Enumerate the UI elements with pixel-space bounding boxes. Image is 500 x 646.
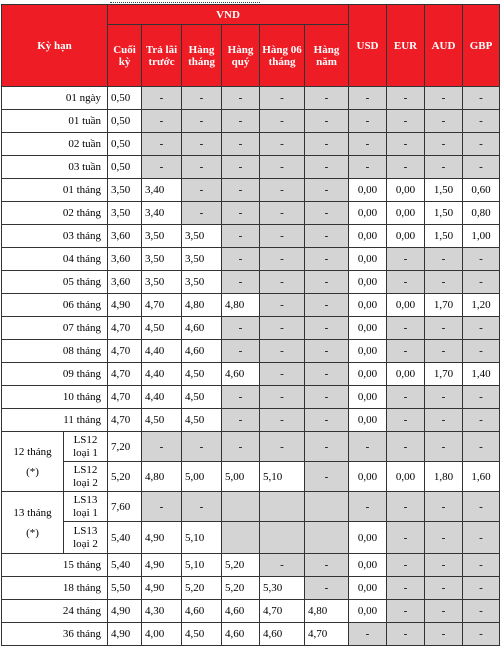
table-cell: -: [387, 600, 425, 623]
table-row: [2, 577, 500, 600]
table-cell: -: [142, 110, 182, 133]
subterm-label: LS12 loại 2: [64, 462, 108, 492]
table-cell: -: [305, 554, 349, 577]
header-eur: EUR: [387, 5, 425, 87]
table-cell: 4,50: [182, 409, 222, 432]
table-cell: 3,50: [182, 225, 222, 248]
table-cell: 5,20: [222, 577, 260, 600]
table-cell: -: [425, 577, 463, 600]
table-cell: -: [463, 248, 500, 271]
table-row: [2, 492, 500, 522]
table-cell: 0,00: [349, 225, 387, 248]
table-cell: 4,40: [142, 386, 182, 409]
table-cell: 0,00: [349, 600, 387, 623]
interest-rate-table: [1, 4, 500, 646]
table-cell: 4,90: [142, 577, 182, 600]
table-cell: 4,60: [182, 317, 222, 340]
table-row: [2, 554, 500, 577]
table-cell: 4,30: [142, 600, 182, 623]
table-cell: -: [305, 179, 349, 202]
table-cell: 1,50: [425, 202, 463, 225]
header-gbp: GBP: [463, 5, 500, 87]
table-cell: -: [260, 340, 305, 363]
table-cell: -: [142, 133, 182, 156]
table-cell: 4,60: [182, 340, 222, 363]
term-group-note: (*): [26, 465, 39, 478]
table-cell: -: [425, 554, 463, 577]
table-cell: 4,50: [142, 317, 182, 340]
table-cell: -: [425, 317, 463, 340]
term-group-name: 12 tháng: [13, 445, 52, 458]
table-cell: 0,50: [108, 133, 142, 156]
table-row: [2, 462, 500, 492]
table-cell: 0,00: [349, 340, 387, 363]
term-label: 06 tháng: [2, 294, 108, 317]
table-cell: -: [387, 386, 425, 409]
table-cell: -: [305, 87, 349, 110]
table-cell: -: [387, 432, 425, 462]
table-cell: 0,00: [349, 522, 387, 554]
table-cell: 4,00: [142, 623, 182, 646]
term-label: 05 tháng: [2, 271, 108, 294]
table-cell: -: [260, 294, 305, 317]
subterm-label: LS13 loại 2: [64, 522, 108, 554]
table-cell: -: [425, 271, 463, 294]
table-cell: 4,80: [142, 462, 182, 492]
table-cell: -: [142, 156, 182, 179]
table-cell: 4,70: [260, 600, 305, 623]
header-hang-nam: Hàng năm: [305, 25, 349, 87]
table-cell: 3,50: [142, 225, 182, 248]
term-label: 01 tháng: [2, 179, 108, 202]
table-cell: [260, 492, 305, 522]
table-cell: 0,00: [387, 202, 425, 225]
table-cell: 0,00: [349, 409, 387, 432]
table-cell: 0,00: [349, 202, 387, 225]
table-cell: -: [260, 271, 305, 294]
table-cell: -: [305, 577, 349, 600]
table-row: [2, 156, 500, 179]
table-cell: -: [463, 432, 500, 462]
table-cell: -: [425, 409, 463, 432]
table-cell: -: [425, 248, 463, 271]
table-row: [2, 271, 500, 294]
table-cell: -: [387, 492, 425, 522]
table-cell: 0,00: [387, 363, 425, 386]
table-cell: 4,60: [222, 600, 260, 623]
table-cell: 4,50: [182, 386, 222, 409]
table-cell: -: [182, 87, 222, 110]
table-cell: -: [387, 110, 425, 133]
subterm-label: LS12 loại 1: [64, 432, 108, 462]
table-cell: -: [222, 432, 260, 462]
table-cell: 4,40: [142, 363, 182, 386]
table-cell: -: [305, 317, 349, 340]
table-cell: 5,00: [222, 462, 260, 492]
table-cell: -: [305, 156, 349, 179]
table-header: [2, 5, 500, 87]
table-cell: -: [305, 202, 349, 225]
top-strip: [0, 0, 500, 4]
table-cell: 1,20: [463, 294, 500, 317]
term-label: 04 tháng: [2, 248, 108, 271]
table-cell: 4,90: [142, 554, 182, 577]
table-cell: -: [349, 110, 387, 133]
table-cell: 0,00: [349, 317, 387, 340]
table-cell: -: [463, 156, 500, 179]
table-cell: -: [425, 492, 463, 522]
term-group-label: [2, 492, 64, 554]
table-cell: 0,00: [349, 462, 387, 492]
term-label: 18 tháng: [2, 577, 108, 600]
table-cell: -: [425, 432, 463, 462]
table-cell: -: [182, 202, 222, 225]
table-cell: 4,50: [142, 409, 182, 432]
table-cell: -: [387, 248, 425, 271]
table-cell: -: [305, 110, 349, 133]
header-tra-lai-truoc: Trả lãi trước: [142, 25, 182, 87]
table-row: [2, 386, 500, 409]
header-cuoi-ky: Cuối kỳ: [108, 25, 142, 87]
table-cell: 4,50: [182, 363, 222, 386]
table-cell: 1,50: [425, 225, 463, 248]
table-cell: -: [463, 386, 500, 409]
table-cell: [305, 522, 349, 554]
table-cell: 3,40: [142, 179, 182, 202]
term-label: 02 tháng: [2, 202, 108, 225]
term-label: 24 tháng: [2, 600, 108, 623]
table-cell: -: [260, 110, 305, 133]
table-row: [2, 87, 500, 110]
table-cell: -: [260, 179, 305, 202]
table-cell: 4,90: [108, 623, 142, 646]
table-cell: 4,60: [182, 600, 222, 623]
table-cell: -: [182, 110, 222, 133]
table-cell: 5,20: [222, 554, 260, 577]
table-cell: -: [305, 340, 349, 363]
header-hang-thang: Hàng tháng: [182, 25, 222, 87]
table-cell: 0,00: [349, 248, 387, 271]
table-cell: -: [387, 271, 425, 294]
table-cell: -: [387, 623, 425, 646]
header-usd: USD: [349, 5, 387, 87]
table-cell: -: [349, 492, 387, 522]
table-cell: -: [305, 294, 349, 317]
table-cell: -: [260, 363, 305, 386]
table-row: [2, 110, 500, 133]
term-label: 03 tuần: [2, 156, 108, 179]
table-cell: -: [222, 179, 260, 202]
table-cell: 1,40: [463, 363, 500, 386]
term-group-name: 13 tháng: [13, 506, 52, 519]
table-row: [2, 363, 500, 386]
table-cell: -: [142, 492, 182, 522]
term-label: 11 tháng: [2, 409, 108, 432]
table-cell: -: [387, 577, 425, 600]
table-cell: [260, 522, 305, 554]
table-cell: -: [222, 409, 260, 432]
header-aud: AUD: [425, 5, 463, 87]
table-cell: -: [260, 432, 305, 462]
table-cell: -: [222, 248, 260, 271]
table-cell: 4,90: [142, 522, 182, 554]
table-cell: -: [425, 623, 463, 646]
table-cell: [305, 492, 349, 522]
table-cell: -: [463, 340, 500, 363]
term-group-label: [2, 432, 64, 492]
table-cell: 5,10: [182, 522, 222, 554]
table-cell: -: [463, 600, 500, 623]
table-cell: -: [387, 133, 425, 156]
table-cell: -: [222, 156, 260, 179]
table-cell: -: [260, 409, 305, 432]
table-cell: -: [463, 87, 500, 110]
table-row: [2, 133, 500, 156]
table-cell: 3,40: [142, 202, 182, 225]
table-cell: 4,60: [260, 623, 305, 646]
table-cell: -: [387, 554, 425, 577]
table-cell: 4,40: [142, 340, 182, 363]
table-cell: -: [349, 432, 387, 462]
table-cell: -: [305, 386, 349, 409]
term-label: 02 tuần: [2, 133, 108, 156]
table-row: [2, 623, 500, 646]
table-cell: -: [305, 133, 349, 156]
table-cell: -: [425, 110, 463, 133]
table-row: [2, 522, 500, 554]
table-cell: 5,20: [108, 462, 142, 492]
table-cell: 3,60: [108, 225, 142, 248]
table-cell: 0,50: [108, 87, 142, 110]
table-cell: 3,50: [108, 179, 142, 202]
table-cell: -: [425, 156, 463, 179]
table-cell: -: [387, 87, 425, 110]
table-cell: -: [182, 432, 222, 462]
term-label: 03 tháng: [2, 225, 108, 248]
table-cell: 5,30: [260, 577, 305, 600]
table-cell: 0,50: [108, 110, 142, 133]
table-cell: -: [260, 248, 305, 271]
table-cell: -: [463, 271, 500, 294]
table-cell: -: [222, 110, 260, 133]
table-cell: -: [260, 386, 305, 409]
term-label: 10 tháng: [2, 386, 108, 409]
table-cell: -: [349, 156, 387, 179]
table-cell: -: [463, 409, 500, 432]
table-cell: 4,70: [108, 386, 142, 409]
table-cell: -: [349, 623, 387, 646]
table-cell: -: [463, 110, 500, 133]
table-cell: -: [387, 340, 425, 363]
table-cell: 0,80: [463, 202, 500, 225]
table-cell: -: [222, 87, 260, 110]
table-cell: 7,20: [108, 432, 142, 462]
table-cell: -: [305, 363, 349, 386]
table-cell: 1,50: [425, 179, 463, 202]
table-cell: -: [222, 225, 260, 248]
table-cell: 5,40: [108, 554, 142, 577]
table-cell: 0,00: [349, 554, 387, 577]
table-cell: -: [222, 271, 260, 294]
table-cell: [222, 522, 260, 554]
table-cell: -: [387, 409, 425, 432]
table-row: [2, 600, 500, 623]
table-cell: 0,00: [387, 179, 425, 202]
table-cell: 4,60: [222, 363, 260, 386]
table-cell: -: [425, 522, 463, 554]
table-cell: 1,00: [463, 225, 500, 248]
term-label: 07 tháng: [2, 317, 108, 340]
table-cell: -: [182, 133, 222, 156]
table-cell: -: [305, 271, 349, 294]
table-cell: 4,80: [182, 294, 222, 317]
table-cell: 3,60: [108, 271, 142, 294]
table-cell: -: [463, 133, 500, 156]
table-cell: -: [463, 623, 500, 646]
term-label: 01 ngày: [2, 87, 108, 110]
table-row: [2, 202, 500, 225]
table-cell: 4,70: [305, 623, 349, 646]
table-cell: -: [425, 600, 463, 623]
header-hang-quy: Hàng quý: [222, 25, 260, 87]
table-row: [2, 317, 500, 340]
table-row: [2, 225, 500, 248]
table-row: [2, 340, 500, 363]
table-cell: 3,50: [182, 248, 222, 271]
table-cell: 0,00: [349, 294, 387, 317]
table-cell: -: [260, 225, 305, 248]
table-cell: -: [305, 225, 349, 248]
header-term: Kỳ hạn: [2, 5, 108, 87]
table-cell: 5,20: [182, 577, 222, 600]
table-cell: -: [142, 432, 182, 462]
table-cell: -: [260, 317, 305, 340]
table-cell: -: [222, 202, 260, 225]
table-cell: 4,70: [142, 294, 182, 317]
table-row: [2, 432, 500, 462]
table-cell: -: [305, 248, 349, 271]
table-cell: 5,10: [260, 462, 305, 492]
table-cell: -: [305, 409, 349, 432]
table-cell: -: [425, 133, 463, 156]
table-cell: -: [260, 87, 305, 110]
table-cell: -: [463, 492, 500, 522]
table-cell: 0,60: [463, 179, 500, 202]
table-cell: -: [463, 577, 500, 600]
table-cell: -: [463, 522, 500, 554]
header-hang-06-thang: Hàng 06 tháng: [260, 25, 305, 87]
table-cell: 0,00: [349, 271, 387, 294]
table-cell: -: [260, 202, 305, 225]
table-cell: -: [182, 179, 222, 202]
table-cell: 0,50: [108, 156, 142, 179]
table-cell: -: [425, 340, 463, 363]
table-cell: 0,00: [387, 462, 425, 492]
table-cell: -: [387, 156, 425, 179]
table-cell: -: [222, 133, 260, 156]
table-cell: 0,00: [349, 386, 387, 409]
table-cell: 3,50: [182, 271, 222, 294]
table-cell: -: [305, 462, 349, 492]
table-cell: -: [260, 133, 305, 156]
table-cell: -: [260, 156, 305, 179]
table-cell: 5,40: [108, 522, 142, 554]
table-cell: 4,90: [108, 294, 142, 317]
table-cell: 4,60: [222, 623, 260, 646]
table-cell: -: [182, 156, 222, 179]
table-row: [2, 248, 500, 271]
table-cell: -: [387, 317, 425, 340]
table-row: [2, 294, 500, 317]
table-cell: -: [349, 87, 387, 110]
table-cell: 4,80: [222, 294, 260, 317]
table-cell: 4,70: [108, 363, 142, 386]
table-cell: 4,50: [182, 623, 222, 646]
table-cell: 4,80: [305, 600, 349, 623]
table-cell: 5,10: [182, 554, 222, 577]
table-cell: -: [349, 133, 387, 156]
subterm-label: LS13 loại 1: [64, 492, 108, 522]
table-cell: 4,90: [108, 600, 142, 623]
table-cell: 3,50: [108, 202, 142, 225]
table-cell: -: [463, 554, 500, 577]
term-group-note: (*): [26, 526, 39, 539]
header-vnd-group: VND: [108, 5, 349, 25]
table-cell: 1,80: [425, 462, 463, 492]
table-cell: 1,70: [425, 294, 463, 317]
table-cell: -: [222, 340, 260, 363]
table-cell: -: [305, 432, 349, 462]
table-cell: -: [142, 87, 182, 110]
table-cell: 4,70: [108, 409, 142, 432]
table-cell: 0,00: [349, 577, 387, 600]
table-cell: 4,70: [108, 340, 142, 363]
table-cell: [222, 492, 260, 522]
cropped-caption: [110, 0, 260, 3]
table-cell: 1,70: [425, 363, 463, 386]
table-row: [2, 179, 500, 202]
table-cell: 0,00: [387, 225, 425, 248]
term-label: 08 tháng: [2, 340, 108, 363]
term-label: 09 tháng: [2, 363, 108, 386]
table-cell: 0,00: [349, 363, 387, 386]
table-cell: -: [425, 87, 463, 110]
table-body: [2, 87, 500, 646]
table-cell: 1,60: [463, 462, 500, 492]
table-cell: 7,60: [108, 492, 142, 522]
table-cell: -: [463, 317, 500, 340]
term-label: 36 tháng: [2, 623, 108, 646]
table-cell: 0,00: [349, 179, 387, 202]
table-cell: 3,50: [142, 271, 182, 294]
table-cell: -: [387, 522, 425, 554]
table-cell: 5,00: [182, 462, 222, 492]
table-cell: 5,50: [108, 577, 142, 600]
table-cell: -: [182, 492, 222, 522]
table-row: [2, 409, 500, 432]
table-cell: 0,00: [387, 294, 425, 317]
table-cell: 4,70: [108, 317, 142, 340]
table-cell: 3,60: [108, 248, 142, 271]
table-cell: -: [222, 386, 260, 409]
table-cell: -: [425, 386, 463, 409]
term-label: 15 tháng: [2, 554, 108, 577]
table-cell: -: [260, 554, 305, 577]
term-label: 01 tuần: [2, 110, 108, 133]
table-cell: 3,50: [142, 248, 182, 271]
table-cell: -: [222, 317, 260, 340]
